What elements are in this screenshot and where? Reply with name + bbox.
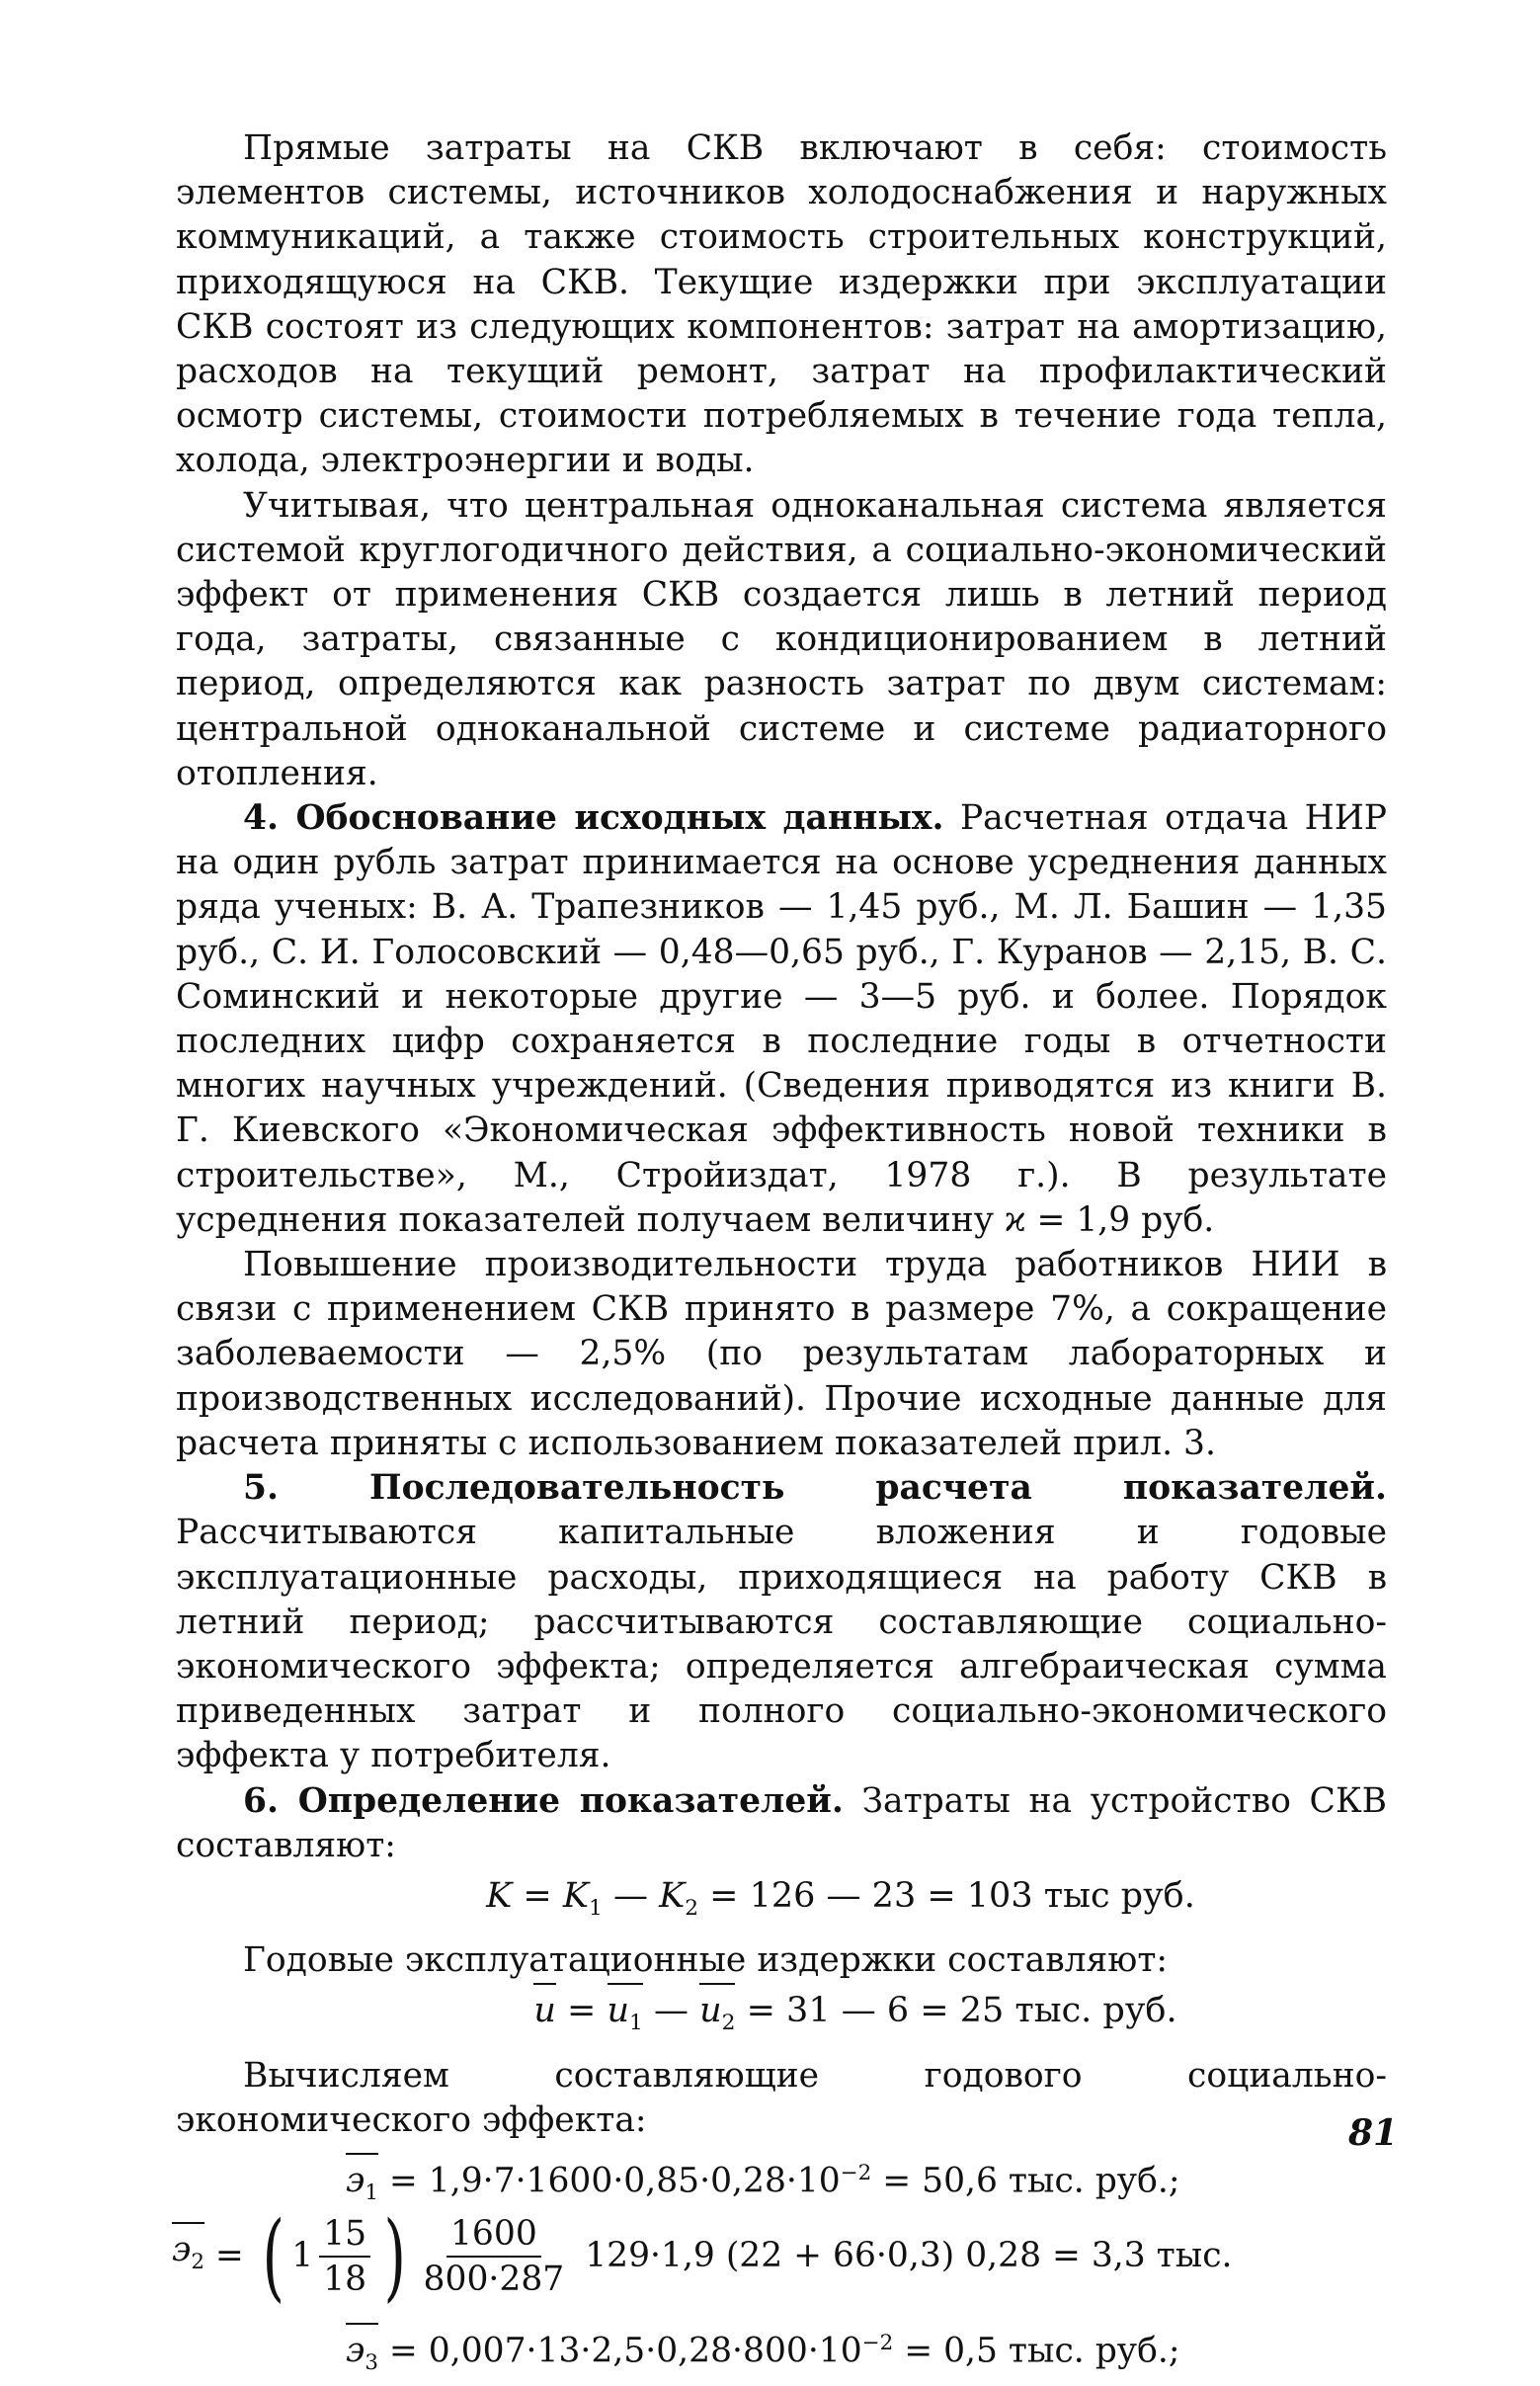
formula-k-symbol: K bbox=[486, 1875, 513, 1916]
formula-u-result: = 31 — 6 = 25 тыс. руб. bbox=[735, 1991, 1177, 2031]
section-body-5: Рассчитываются капитальные вложения и годовые эксплуатационные расходы, приходящиеся на работу СКВ в летний период; рассчитываются составляющие социально-экономического эффекта; определяется алгебраическая сумма приведенных затрат и полного социально-экономического эффекта у потребителя. bbox=[176, 1513, 1387, 1776]
formula-k-result: = 126 — 23 = 103 тыс руб. bbox=[698, 1875, 1195, 1916]
page-number: 81 bbox=[1348, 2112, 1399, 2154]
formula-annual-costs: u = $u_1$ — $u_2 = 31$ — 6 = 25 тыс. руб. bbox=[176, 1989, 1387, 2045]
paragraph-direct-costs: Прямые затраты на СКВ включают в себя: стоимость элементов системы, источников холодоснабжения и наружных коммуникаций, а также стоимость строительных конструкций, приходящуюся на СКВ. Текущие издержки при эксплуатации СКВ состоят из следующих компонентов: затрат на амортизацию, расходов на текущий ремонт, затрат на профилактический осмотр системы, стоимости потребляемых в течение года тепла, холода, электроэнергии и воды. bbox=[176, 128, 1387, 481]
section-heading-5: 5. Последовательность расчета показателей. bbox=[243, 1468, 1387, 1509]
paragraph-sequence bbox=[176, 1466, 1387, 1778]
paragraph-productivity: Повышение производительности труда работников НИИ в связи с применением СКВ принято в размере 7%, а сокращение заболеваемости — 2,5% (по результатам лабораторных и производственных исследований). Прочие исходные данные для расчета приняты с использованием показателей прил. 3. bbox=[176, 1245, 1387, 1463]
formula-effect-3: $э_3 = 0,007\cdot 13\cdot 2,5\cdot 0,28\cdot 800\cdot 10^{-2} = 0,5$ тыс. руб.; bbox=[346, 2321, 1179, 2386]
paragraph-year-round-system: Учитывая, что центральная одноканальная система является системой круглогодичного действия, а социально-экономический эффект от применения СКВ создается лишь в летний период года, затраты, связанные с кондиционированием в летний период, определяются как разность затрат по двум системам: центральной одноканальной системе и системе радиаторного отопления. bbox=[176, 485, 1387, 793]
fraction-15-18: $\frac{15}{18}$ bbox=[319, 2212, 370, 2301]
formula-capital-cost: $K = K_1$ — $K_2 = 126$ — 23 = 103 тыс руб. bbox=[486, 1875, 1195, 1921]
section-body-4: Расчетная отдача НИР на один рубль затрат принимается на основе усреднения данных ряда ученых: В. А. Трапезников — 1,45 руб., М. Л. Башин — 1,35 руб., С. И. Голосовский — 0,48—0,65 руб., Г. Куранов — 2,15, В. С. Соминский и некоторые другие — 3—5 руб. и более. Порядок последних цифр сохраняется в последние годы в отчетности многих научных учреждений. (Сведения приводятся из книги В. Г. Киевского «Экономическая эффективность новой техники в строительстве», М., Стройиздат, 1978 г.). В результате усреднения показателей получаем величину ϰ = 1,9 руб. bbox=[176, 798, 1387, 1240]
section-heading-4: 4. Обоснование исходных данных. bbox=[243, 798, 944, 839]
fraction-1600: $\frac{1600}{800\cdot 287}$ bbox=[423, 2213, 565, 2299]
effect-formulas bbox=[172, 2151, 1387, 2376]
section-heading-6: 6. Определение показателей. bbox=[243, 1780, 844, 1821]
paragraph-effect-components: Вычисляем составляющие годового социально-экономического эффекта: bbox=[176, 2055, 1387, 2140]
paragraph-indicators bbox=[176, 1779, 1387, 1868]
formula-effect-2: $э_2$ = ( 1 $\frac{15}{18}$ ) $\frac{1600}{800\cdot 287}$ 129·1,9 (22 + 66·0,3) 0,28 = 3,3 тыс. bbox=[172, 2200, 1233, 2312]
paragraph-initial-data bbox=[176, 796, 1387, 1243]
section-body-6: Затраты на устройство СКВ составляют: bbox=[176, 1780, 1387, 1865]
paragraph-annual-costs: Годовые эксплуатационные издержки составляют: bbox=[243, 1940, 1169, 1981]
formula-effect-1: $э_1 = 1,9\cdot 7\cdot 1600\cdot 0,85\cdot 0,28\cdot 10^{-2} = 50,6$ тыс. руб.; bbox=[346, 2151, 1179, 2216]
body-text bbox=[172, 126, 1387, 2376]
